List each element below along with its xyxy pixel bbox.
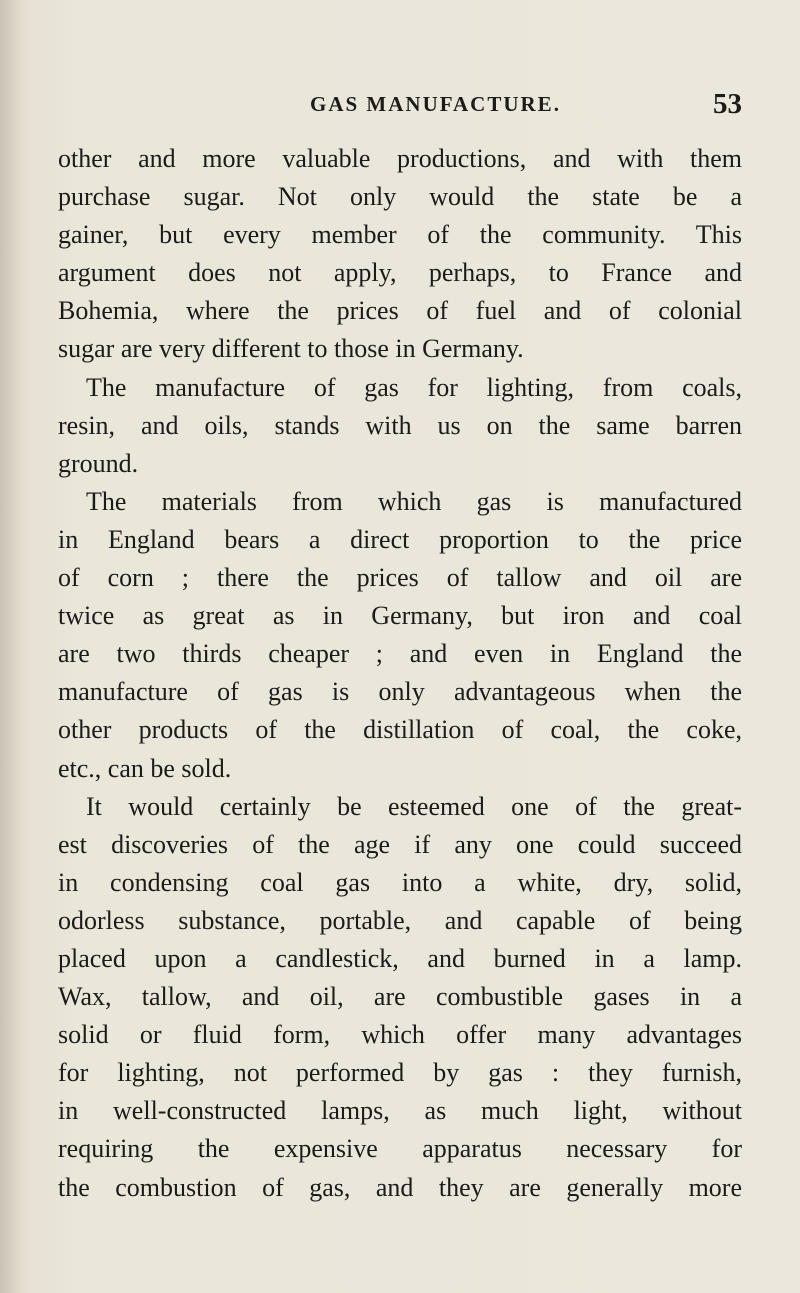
text-line: in condensing coal gas into a white, dry, solid, <box>58 867 742 897</box>
text-line: gainer, but every member of the community. This <box>58 220 742 250</box>
text-line: odorless substance, portable, and capable of being <box>58 905 742 935</box>
text-line: Bohemia, where the prices of fuel and of colonial <box>58 296 742 326</box>
running-head <box>58 88 744 124</box>
text-line: manufacture of gas is only advantageous when the <box>58 677 742 707</box>
text-line: ground. <box>58 448 139 478</box>
text-line: other and more valuable productions, and with them <box>58 144 742 173</box>
text-line: argument does not apply, perhaps, to France and <box>58 258 742 288</box>
body-text <box>58 140 742 1207</box>
text-line: in well-constructed lamps, as much light, without <box>58 1096 742 1126</box>
page-gutter-shadow <box>0 0 22 1293</box>
text-line: The manufacture of gas for lighting, from coals, <box>86 372 742 402</box>
text-line: other products of the distillation of coal, the coke, <box>58 715 742 745</box>
text-line: est discoveries of the age if any one could succeed <box>58 829 742 859</box>
text-line: placed upon a candlestick, and burned in a lamp. <box>58 943 742 973</box>
text-line: It would certainly be esteemed one of the great- <box>86 791 742 821</box>
text-line: sugar are very different to those in Germany. <box>58 334 524 364</box>
text-line: of corn ; there the prices of tallow and oil are <box>58 563 742 593</box>
text-line: are two thirds cheaper ; and even in England the <box>58 639 742 669</box>
text-line: purchase sugar. Not only would the state be a <box>58 182 742 212</box>
page-number: 53 <box>713 88 742 120</box>
text-line: twice as great as in Germany, but iron and coal <box>58 601 742 631</box>
text-line: resin, and oils, stands with us on the same barren <box>58 410 742 440</box>
text-line: solid or fluid form, which offer many advantages <box>58 1020 742 1050</box>
text-line: The materials from which gas is manufactured <box>86 486 742 516</box>
text-line: requiring the expensive apparatus necessary for <box>58 1134 742 1164</box>
text-line: the combustion of gas, and they are generally more <box>58 1172 742 1202</box>
running-title: GAS MANUFACTURE. <box>310 92 561 116</box>
text-line: Wax, tallow, and oil, are combustible gases in a <box>58 982 742 1012</box>
text-line: in England bears a direct proportion to the price <box>58 524 742 554</box>
text-line: for lighting, not performed by gas : they furnish, <box>58 1058 742 1088</box>
text-line: etc., can be sold. <box>58 753 232 783</box>
